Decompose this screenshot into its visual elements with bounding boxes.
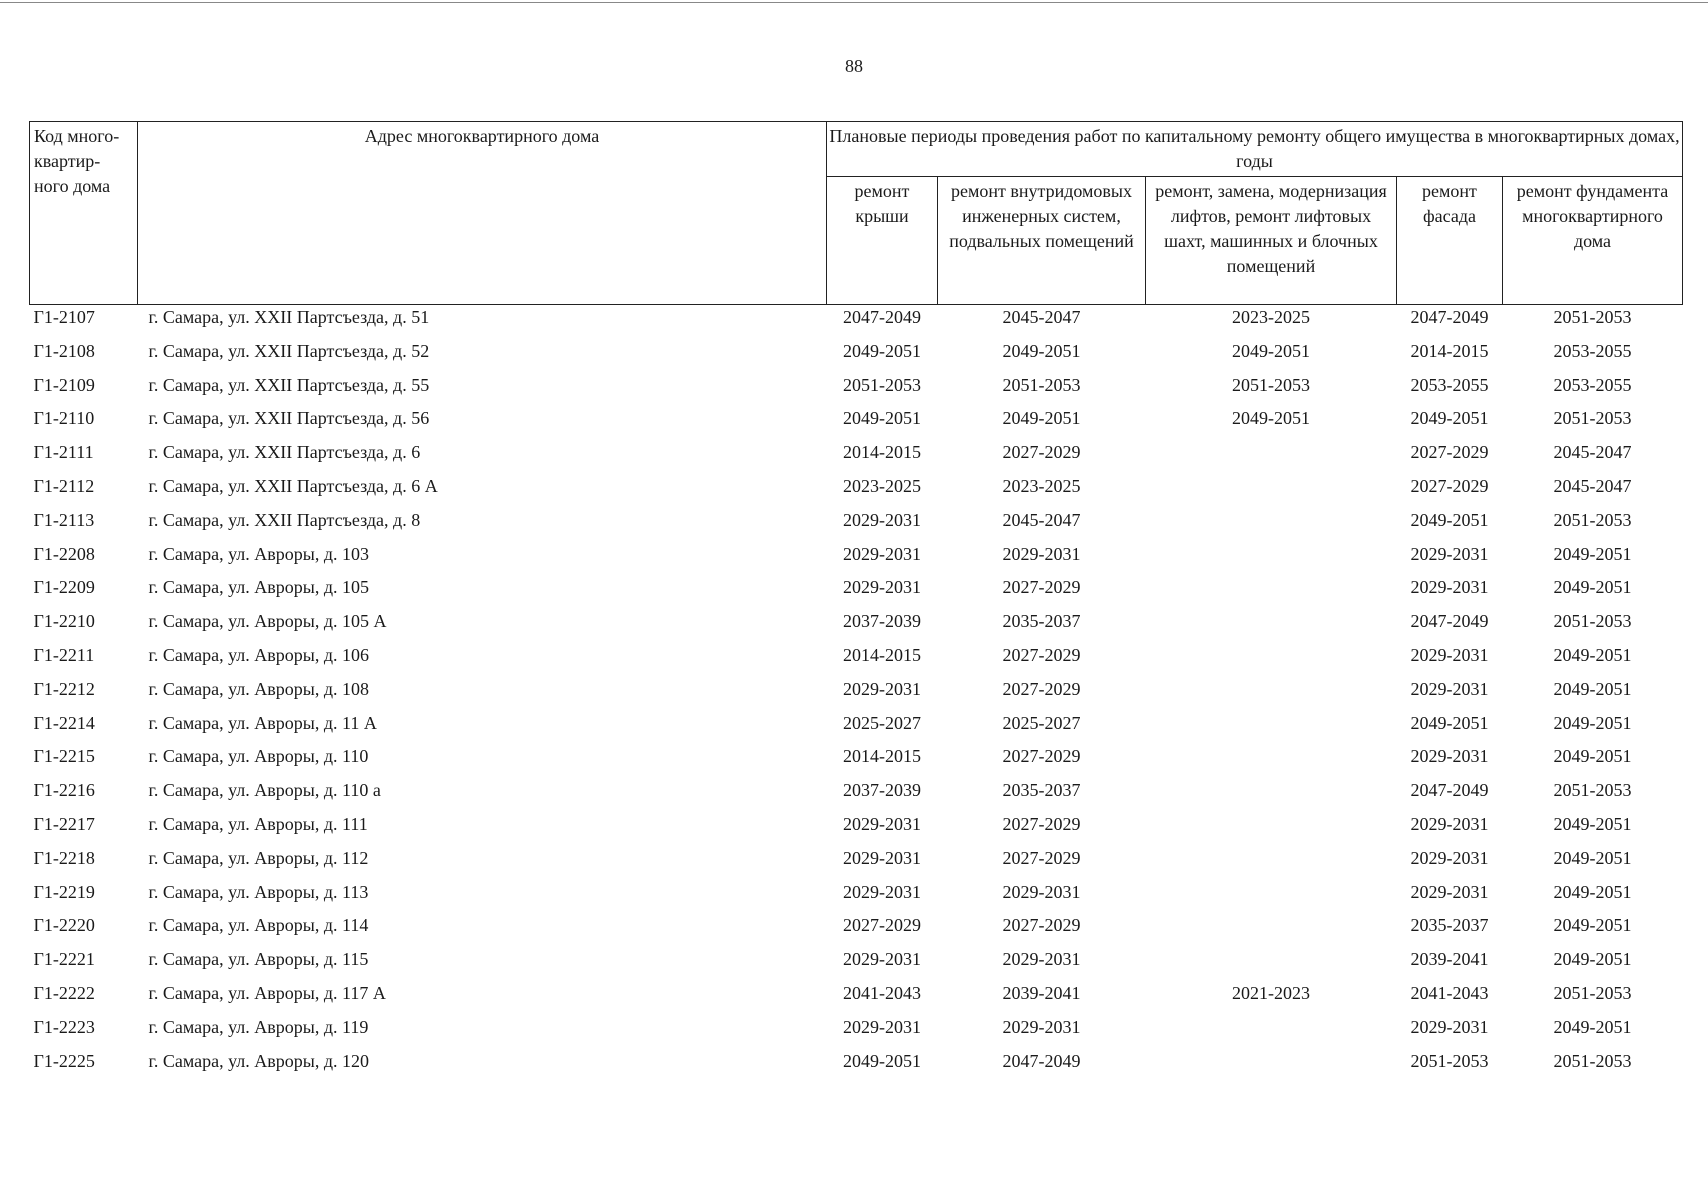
cell-foundation: 2049-2051 (1553, 813, 1632, 834)
table-row (30, 339, 1683, 373)
cell-code: Г1-2112 (33, 475, 95, 496)
cell-roof: 2027-2029 (843, 915, 921, 936)
cell-foundation: 2049-2051 (1553, 678, 1632, 699)
cell-facade: 2029-2031 (1410, 543, 1489, 564)
header-code: Код много- квартир- ного дома (30, 122, 138, 305)
cell-code: Г1-2110 (33, 408, 95, 429)
table-row (30, 812, 1683, 846)
cell-elevators: 2049-2051 (1232, 408, 1310, 429)
cell-foundation: 2049-2051 (1553, 881, 1632, 902)
cell-roof: 2029-2031 (843, 847, 921, 868)
cell-facade: 2035-2037 (1410, 915, 1489, 936)
cell-roof: 2014-2015 (843, 644, 921, 665)
cell-address: г. Самара, ул. Авроры, д. 110 а (148, 780, 381, 801)
cell-engineering: 2027-2029 (1002, 644, 1081, 665)
cell-address: г. Самара, ул. Авроры, д. 112 (148, 847, 369, 868)
cell-engineering: 2029-2031 (1002, 1016, 1081, 1037)
cell-foundation: 2051-2053 (1553, 509, 1632, 530)
cell-elevators (1146, 744, 1397, 778)
cell-roof: 2037-2039 (843, 780, 921, 801)
cell-elevators (1146, 1049, 1397, 1083)
cell-address: г. Самара, ул. XXII Партсъезда, д. 6 А (148, 475, 438, 496)
cell-address: г. Самара, ул. XXII Партсъезда, д. 55 (148, 374, 430, 395)
table-row (30, 711, 1683, 745)
cell-roof: 2049-2051 (843, 340, 921, 361)
cell-address: г. Самара, ул. Авроры, д. 120 (148, 1050, 370, 1071)
cell-engineering: 2029-2031 (1002, 949, 1081, 970)
table-row (30, 981, 1683, 1015)
cell-foundation: 2045-2047 (1553, 475, 1632, 496)
cell-code: Г1-2109 (33, 374, 95, 395)
cell-code: Г1-2107 (33, 307, 95, 327)
cell-code: Г1-2215 (33, 746, 95, 767)
cell-engineering: 2027-2029 (1002, 746, 1081, 767)
cell-address: г. Самара, ул. Авроры, д. 111 (148, 813, 368, 834)
cell-code: Г1-2108 (33, 340, 95, 361)
scan-edge-line (0, 2, 1708, 3)
cell-roof: 2025-2027 (843, 712, 921, 733)
cell-roof: 2029-2031 (843, 881, 921, 902)
cell-facade: 2014-2015 (1410, 340, 1489, 361)
cell-roof: 2029-2031 (843, 678, 921, 699)
cell-roof: 2023-2025 (843, 475, 921, 496)
table-row (30, 778, 1683, 812)
table-row (30, 947, 1683, 981)
table-row (30, 913, 1683, 947)
cell-foundation: 2045-2047 (1553, 442, 1632, 463)
cell-facade: 2027-2029 (1410, 475, 1489, 496)
cell-facade: 2053-2055 (1410, 374, 1489, 395)
cell-elevators (1146, 846, 1397, 880)
cell-facade: 2047-2049 (1410, 611, 1489, 632)
header-engineering: ремонт внутридомовых инженерных систем, подвальных помещений (938, 177, 1146, 305)
cell-elevators (1146, 575, 1397, 609)
cell-engineering: 2027-2029 (1002, 915, 1081, 936)
cell-roof: 2029-2031 (843, 1016, 921, 1037)
cell-roof: 2047-2049 (843, 307, 921, 327)
cell-facade: 2029-2031 (1410, 678, 1489, 699)
table-row (30, 609, 1683, 643)
cell-elevators (1146, 643, 1397, 677)
header-roof: ремонт крыши (827, 177, 938, 305)
cell-facade: 2029-2031 (1410, 881, 1489, 902)
cell-elevators: 2049-2051 (1232, 340, 1310, 361)
cell-engineering: 2049-2051 (1002, 340, 1081, 361)
cell-foundation: 2051-2053 (1553, 307, 1632, 327)
cell-address: г. Самара, ул. Авроры, д. 106 (148, 644, 370, 665)
cell-engineering: 2045-2047 (1002, 307, 1081, 327)
table-row (30, 508, 1683, 542)
cell-code: Г1-2222 (33, 982, 95, 1003)
cell-engineering: 2049-2051 (1002, 408, 1081, 429)
cell-elevators (1146, 609, 1397, 643)
cell-facade: 2049-2051 (1410, 408, 1489, 429)
cell-roof: 2049-2051 (843, 1050, 921, 1071)
header-foundation: ремонт фундамента многоквартирного дома (1503, 177, 1683, 305)
table-row (30, 677, 1683, 711)
table-row (30, 643, 1683, 677)
cell-code: Г1-2216 (33, 780, 95, 801)
cell-code: Г1-2221 (33, 949, 95, 970)
table-row (30, 880, 1683, 914)
table-row (30, 474, 1683, 508)
cell-foundation: 2049-2051 (1553, 644, 1632, 665)
cell-address: г. Самара, ул. XXII Партсъезда, д. 8 (148, 509, 421, 530)
cell-code: Г1-2223 (33, 1016, 95, 1037)
table-row (30, 305, 1683, 339)
page-number: 88 (845, 56, 863, 76)
cell-address: г. Самара, ул. Авроры, д. 108 (148, 678, 370, 699)
cell-code: Г1-2212 (33, 678, 95, 699)
capital-repair-table (29, 121, 1683, 1082)
cell-facade: 2029-2031 (1410, 847, 1489, 868)
cell-foundation: 2051-2053 (1553, 408, 1632, 429)
cell-engineering: 2027-2029 (1002, 847, 1081, 868)
cell-code: Г1-2225 (33, 1050, 95, 1071)
cell-facade: 2029-2031 (1410, 1016, 1489, 1037)
cell-code: Г1-2214 (33, 712, 95, 733)
cell-code: Г1-2219 (33, 881, 95, 902)
header-facade: ремонт фасада (1397, 177, 1503, 305)
cell-elevators: 2021-2023 (1232, 982, 1310, 1003)
cell-foundation: 2049-2051 (1553, 1016, 1632, 1037)
cell-address: г. Самара, ул. Авроры, д. 115 (148, 949, 369, 970)
cell-roof: 2029-2031 (843, 813, 921, 834)
cell-elevators (1146, 711, 1397, 745)
cell-facade: 2029-2031 (1410, 644, 1489, 665)
table-row (30, 846, 1683, 880)
cell-address: г. Самара, ул. Авроры, д. 113 (148, 881, 369, 902)
cell-code: Г1-2220 (33, 915, 95, 936)
cell-facade: 2027-2029 (1410, 442, 1489, 463)
cell-engineering: 2045-2047 (1002, 509, 1081, 530)
cell-roof: 2029-2031 (843, 577, 921, 598)
table-row (30, 575, 1683, 609)
cell-foundation: 2051-2053 (1553, 780, 1632, 801)
cell-foundation: 2051-2053 (1553, 611, 1632, 632)
cell-engineering: 2025-2027 (1002, 712, 1081, 733)
cell-foundation: 2053-2055 (1553, 374, 1632, 395)
cell-elevators (1146, 677, 1397, 711)
cell-foundation: 2049-2051 (1553, 949, 1632, 970)
cell-elevators (1146, 542, 1397, 576)
cell-engineering: 2027-2029 (1002, 678, 1081, 699)
cell-code: Г1-2113 (33, 509, 95, 530)
cell-foundation: 2051-2053 (1553, 982, 1632, 1003)
cell-facade: 2047-2049 (1410, 780, 1489, 801)
cell-foundation: 2049-2051 (1553, 577, 1632, 598)
cell-facade: 2029-2031 (1410, 746, 1489, 767)
cell-elevators: 2051-2053 (1232, 374, 1310, 395)
cell-foundation: 2053-2055 (1553, 340, 1632, 361)
cell-foundation: 2051-2053 (1553, 1050, 1632, 1071)
cell-engineering: 2023-2025 (1002, 475, 1081, 496)
cell-roof: 2049-2051 (843, 408, 921, 429)
cell-code: Г1-2208 (33, 543, 95, 564)
cell-facade: 2041-2043 (1410, 982, 1489, 1003)
table-row (30, 440, 1683, 474)
cell-facade: 2049-2051 (1410, 509, 1489, 530)
header-address: Адрес многоквартирного дома (138, 122, 827, 305)
cell-roof: 2051-2053 (843, 374, 921, 395)
cell-elevators (1146, 913, 1397, 947)
cell-roof: 2029-2031 (843, 949, 921, 970)
cell-address: г. Самара, ул. XXII Партсъезда, д. 56 (148, 408, 430, 429)
cell-foundation: 2049-2051 (1553, 746, 1632, 767)
cell-engineering: 2027-2029 (1002, 813, 1081, 834)
cell-address: г. Самара, ул. Авроры, д. 103 (148, 543, 370, 564)
cell-elevators (1146, 880, 1397, 914)
cell-roof: 2029-2031 (843, 543, 921, 564)
cell-foundation: 2049-2051 (1553, 847, 1632, 868)
cell-roof: 2014-2015 (843, 746, 921, 767)
cell-engineering: 2035-2037 (1002, 611, 1081, 632)
table-row (30, 406, 1683, 440)
cell-foundation: 2049-2051 (1553, 915, 1632, 936)
cell-engineering: 2027-2029 (1002, 577, 1081, 598)
cell-code: Г1-2111 (33, 442, 94, 463)
cell-elevators (1146, 1015, 1397, 1049)
cell-facade: 2049-2051 (1410, 712, 1489, 733)
cell-roof: 2029-2031 (843, 509, 921, 530)
cell-elevators (1146, 778, 1397, 812)
cell-code: Г1-2209 (33, 577, 95, 598)
cell-facade: 2051-2053 (1410, 1050, 1489, 1071)
header-elevators: ремонт, замена, модернизация лифтов, ремонт лифтовых шахт, машинных и блочных помещений (1146, 177, 1397, 305)
cell-elevators (1146, 508, 1397, 542)
cell-code: Г1-2211 (33, 644, 95, 665)
table-row (30, 373, 1683, 407)
cell-address: г. Самара, ул. Авроры, д. 110 (148, 746, 369, 767)
cell-elevators (1146, 947, 1397, 981)
cell-code: Г1-2217 (33, 813, 95, 834)
table-row (30, 1015, 1683, 1049)
cell-address: г. Самара, ул. Авроры, д. 105 А (148, 611, 387, 632)
cell-address: г. Самара, ул. Авроры, д. 105 (148, 577, 370, 598)
table-row (30, 1049, 1683, 1083)
cell-foundation: 2049-2051 (1553, 712, 1632, 733)
table-row (30, 542, 1683, 576)
cell-roof: 2037-2039 (843, 611, 921, 632)
cell-address: г. Самара, ул. XXII Партсъезда, д. 52 (148, 340, 430, 361)
cell-facade: 2029-2031 (1410, 813, 1489, 834)
cell-engineering: 2029-2031 (1002, 881, 1081, 902)
cell-address: г. Самара, ул. Авроры, д. 11 А (148, 712, 377, 733)
cell-code: Г1-2210 (33, 611, 95, 632)
cell-address: г. Самара, ул. Авроры, д. 119 (148, 1016, 369, 1037)
cell-code: Г1-2218 (33, 847, 95, 868)
cell-engineering: 2039-2041 (1002, 982, 1081, 1003)
cell-facade: 2039-2041 (1410, 949, 1489, 970)
cell-engineering: 2027-2029 (1002, 442, 1081, 463)
cell-roof: 2041-2043 (843, 982, 921, 1003)
cell-address: г. Самара, ул. XXII Партсъезда, д. 6 (148, 442, 421, 463)
cell-engineering: 2051-2053 (1002, 374, 1081, 395)
cell-facade: 2029-2031 (1410, 577, 1489, 598)
header-planned-periods: Плановые периоды проведения работ по капитальному ремонту общего имущества в многоквартирных домах, годы (827, 122, 1683, 177)
cell-elevators (1146, 474, 1397, 508)
cell-address: г. Самара, ул. XXII Партсъезда, д. 51 (148, 307, 430, 327)
cell-engineering: 2047-2049 (1002, 1050, 1081, 1071)
cell-address: г. Самара, ул. Авроры, д. 114 (148, 915, 369, 936)
table-row (30, 744, 1683, 778)
cell-foundation: 2049-2051 (1553, 543, 1632, 564)
cell-engineering: 2035-2037 (1002, 780, 1081, 801)
cell-elevators (1146, 440, 1397, 474)
cell-roof: 2014-2015 (843, 442, 921, 463)
cell-elevators: 2023-2025 (1232, 307, 1310, 327)
cell-address: г. Самара, ул. Авроры, д. 117 А (148, 982, 386, 1003)
cell-facade: 2047-2049 (1410, 307, 1489, 327)
cell-elevators (1146, 812, 1397, 846)
cell-engineering: 2029-2031 (1002, 543, 1081, 564)
